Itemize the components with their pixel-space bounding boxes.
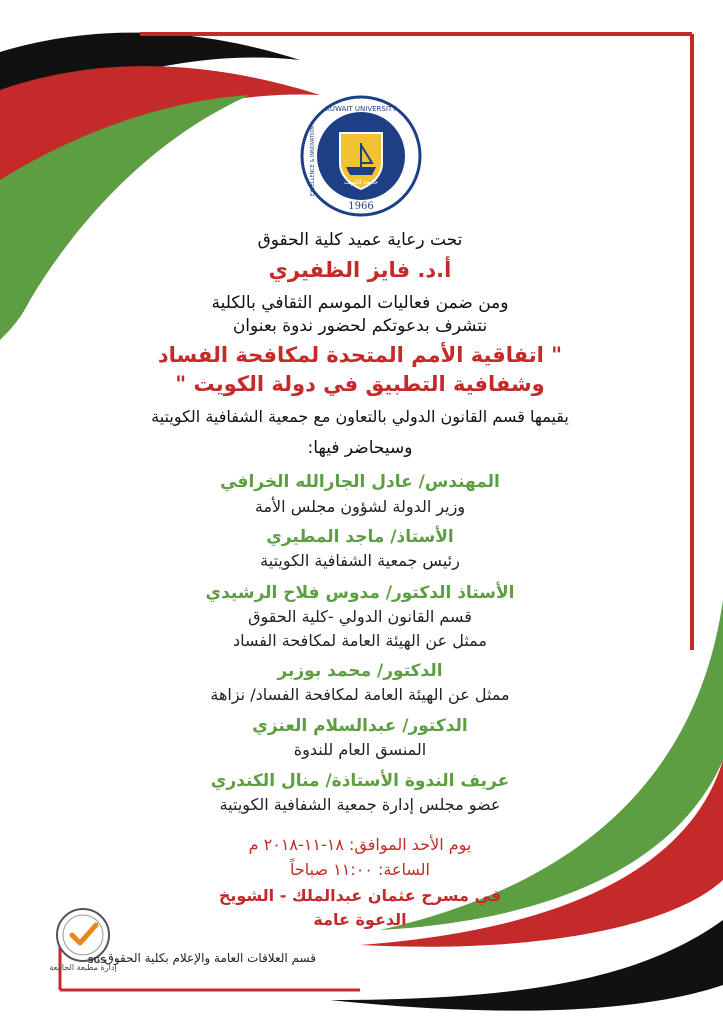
footer-department: قسم العلاقات العامة والإعلام بكلية الحقوق [104,951,316,965]
speaker-5-role: المنسق العام للندوة [293,740,427,759]
speaker-2-name: الأستاذ/ ماجد المطيري [266,527,454,547]
patron-name: أ.د. فايز الظفيري [268,258,452,282]
event-admission: الدعوة عامة [313,910,407,929]
speaker-5-name: الدكتور/ عبدالسلام العنزي [252,716,468,736]
speaker-4-name: الدكتور/ محمد بوزبر [277,661,443,681]
speaker-4-role: ممثل عن الهيئة العامة لمكافحة الفساد/ نزاهة [210,685,510,704]
speaker-1-name: المهندس/ عادل الجارالله الخرافي [220,472,500,492]
logo-arabic-name: جامعة الكويت [343,179,379,186]
moderator-name: عريف الندوة الأستاذة/ منال الكندري [210,771,510,791]
invite-line: نتشرف بدعوتكم لحضور ندوة بعنوان [232,316,488,336]
speaker-2-role: رئيس جمعية الشفافية الكويتية [260,551,460,570]
speaker-3-name: الأستاذ الدكتور/ مدوس فلاح الرشيدي [205,583,515,603]
event-time: الساعة: ١١:٠٠ صباحاً [290,860,430,879]
speaker-1-role: وزير الدولة لشؤون مجلس الأمة [254,497,466,516]
event-date: يوم الأحد الموافق: ١٨-١١-٢٠١٨ م [248,835,472,854]
patronage-line: تحت رعاية عميد كلية الحقوق [257,230,463,250]
organizer-line: يقيمها قسم القانون الدولي بالتعاون مع جمعية الشفافية الكويتية [151,407,569,426]
sgs-caption: إدارة مطبعة الجامعة [49,963,117,972]
speaker-3-role-2: ممثل عن الهيئة العامة لمكافحة الفساد [233,631,487,650]
speaker-3-role-1: قسم القانون الدولي -كلية الحقوق [248,607,472,626]
event-venue: في مسرح عثمان عبدالملك - الشويخ [218,886,502,905]
logo-motto-text: EXCELLENCE & INNOVATION [310,125,316,197]
seminar-title-line-2: وشفافية التطبيق في دولة الكويت " [175,372,545,396]
sgs-certification-logo [52,905,114,985]
context-line: ومن ضمن فعاليات الموسم الثقافي بالكلية [211,293,509,313]
seminar-title-line-1: " اتفاقية الأمم المتحدة لمكافحة الفساد [157,343,563,367]
speakers-intro: وسيحاضر فيها: [307,438,413,458]
kuwait-university-logo [300,95,422,217]
moderator-role: عضو مجلس إدارة جمعية الشفافية الكويتية [219,795,501,814]
sgs-label: SGS [87,956,106,965]
logo-year: 1966 [348,201,374,212]
logo-university-text: KUWAIT UNIVERSITY [325,105,397,113]
